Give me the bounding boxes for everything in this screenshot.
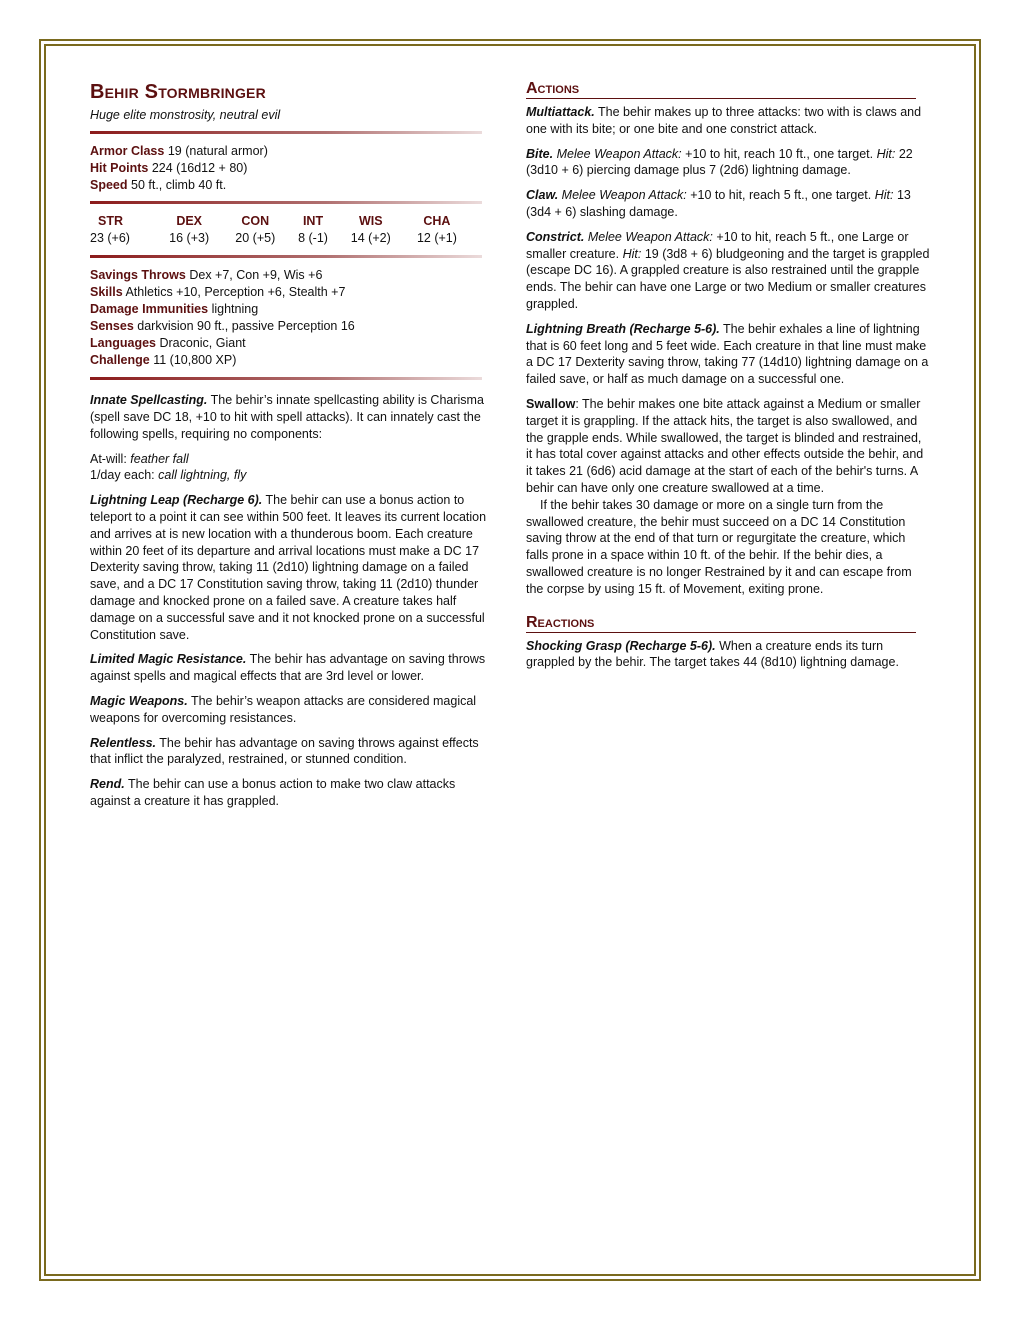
action-text: If the behir takes 30 damage or more on a single turn from the swallowed creature, the behir must succeed on a DC 14 Constitution saving throw at the end of that turn or regurgitate the creature, which falls prone in a space within 10 ft. of the behir. If the behir dies, a swallowed creature is no longer Restrained by it and can escape from the corpse by using 15 ft. of Movement, exiting prone. [526, 497, 912, 596]
action-text: The behir makes up to three attacks: two with is claws and one with its bite; or one bite and one constrict attack. [526, 105, 922, 136]
ability-header: STR [98, 214, 123, 229]
ability-values-row [90, 230, 470, 247]
action-bite [526, 146, 931, 180]
senses-label: Senses [90, 318, 134, 333]
ability-value: 16 (+3) [169, 231, 210, 246]
trait-text: The behir’s weapon attacks are considered magical weapons for overcoming resistances. [90, 693, 477, 725]
trait-name: Innate Spellcasting. [90, 393, 208, 408]
languages-value: Draconic, Giant [159, 335, 246, 350]
senses-value: darkvision 90 ft., passive Perception 16 [137, 318, 355, 333]
hit-points-value: 224 (16d12 + 80) [151, 160, 248, 175]
action-name: Multiattack. [526, 105, 595, 119]
ability-value: 8 (-1) [298, 231, 328, 246]
action-text: +10 to hit, reach 5 ft., one Large or smaller creature. [526, 229, 909, 261]
spell-frequency-label: 1/day each: [90, 468, 155, 483]
trait-name: Relentless. [90, 735, 157, 750]
action-text: +10 to hit, reach 5 ft., one target. [690, 188, 872, 203]
attack-kind: Melee Weapon Attack: [561, 188, 687, 203]
action-name: Swallow [526, 396, 576, 411]
action-text: The behir exhales a line of lightning that is 60 feet long and 5 feet wide. Each creature in that line must make a DC 17 Dexterity saving throw, taking 77 (14d10) lightning damage on a failed save, or half as much damage on a successful one. [526, 321, 929, 387]
spacer [526, 606, 931, 614]
ability-header: WIS [358, 214, 383, 229]
trait-name: Rend. [90, 777, 125, 792]
spell-list-daily [90, 467, 495, 484]
trait-innate-spellcasting [90, 392, 495, 442]
attack-kind: Melee Weapon Attack: [556, 146, 682, 161]
hit-points-label: Hit Points [90, 160, 149, 175]
hit-points [90, 160, 495, 177]
action-lightning-breath [526, 321, 931, 388]
hit-label: Hit: [874, 188, 894, 203]
action-text: : The behir makes one bite attack against a Medium or smaller target it is grappling. If the attack hits, the target is also swallowed, and the grapple ends. While swallowed, the target is blinded and restrained, it has total cover against attacks and other effects outside the behir, and it takes 21 (6d6) acid damage at the start of each of the behir's turns. A behir can have only one creature swallowed at a time. [526, 396, 924, 495]
trait-text: The behir’s innate spellcasting ability is Charisma (spell save DC 18, +10 to hit with spell attacks). It can innately cast the following spells, requiring no components: [90, 393, 484, 441]
trait-lightning-leap [90, 492, 495, 643]
action-swallow-continued [526, 497, 931, 598]
challenge-label: Challenge [90, 353, 150, 368]
action-name: Claw. [526, 188, 559, 203]
ability-header: INT [302, 214, 324, 229]
skills-label: Skills [90, 285, 123, 300]
actions-heading: Actions [526, 80, 916, 99]
action-text: +10 to hit, reach 10 ft., one target. [685, 146, 874, 161]
divider [90, 131, 482, 134]
damage-immunities [90, 301, 495, 318]
ability-header: CHA [423, 214, 451, 229]
divider [90, 255, 482, 258]
trait-text: The behir can use a bonus action to make two claw attacks against a creature it has grappled. [90, 777, 456, 808]
trait-name: Lightning Leap (Recharge 6). [90, 493, 263, 508]
armor-class-value: 19 (natural armor) [167, 144, 268, 158]
trait-rend [90, 776, 495, 810]
languages-label: Languages [90, 335, 156, 350]
armor-class [90, 143, 495, 160]
trait-magic-weapons [90, 693, 495, 727]
languages [90, 335, 495, 352]
action-name: Lightning Breath (Recharge 5-6). [526, 321, 720, 336]
ability-value: 14 (+2) [350, 231, 391, 246]
ability-value: 20 (+5) [235, 231, 276, 246]
spell-names: feather fall [130, 451, 189, 466]
hit-text: 13 (3d4 + 6) slashing damage. [526, 188, 911, 219]
hit-text: 22 (3d10 + 6) piercing damage plus 7 (2d6) lightning damage. [526, 146, 913, 178]
divider [90, 201, 482, 204]
challenge [90, 352, 495, 369]
action-name: Bite. [526, 146, 554, 161]
right-column [526, 80, 931, 679]
trait-text: The behir has advantage on saving throws against effects that inflict the paralyzed, restrained, or stunned condition. [90, 735, 479, 767]
hit-label: Hit: [876, 146, 896, 161]
monster-name: Behir Stormbringer [90, 81, 266, 103]
speed [90, 177, 495, 194]
ability-header: DEX [176, 214, 203, 229]
trait-limited-magic-resistance [90, 651, 495, 685]
challenge-value: 11 (10,800 XP) [153, 353, 237, 368]
reaction-shocking-grasp [526, 638, 931, 672]
ability-headers-row [90, 213, 470, 230]
skills-value: Athletics +10, Perception +6, Stealth +7 [125, 285, 346, 300]
action-constrict [526, 229, 931, 313]
spell-frequency-label: At-will: [90, 451, 127, 466]
trait-text: The behir has advantage on saving throws against spells and magical effects that are 3rd level or lower. [90, 652, 486, 684]
senses [90, 318, 495, 335]
armor-class-label: Armor Class [90, 144, 165, 158]
saving-throws-value: Dex +7, Con +9, Wis +6 [189, 268, 323, 283]
action-swallow [526, 396, 931, 497]
ability-value: 12 (+1) [416, 231, 457, 246]
hit-label: Hit: [622, 246, 642, 261]
trait-text: The behir can use a bonus action to teleport to a point it can see within 500 feet. It leaves its current location and arrives at is new location with a thunderous boom. Each creature within 20 feet of its departure and arrival locations must make a DC 17 Dexterity saving throw, taking 11 (2d10) lightning damage on a failed save, and a DC 17 Constitution saving throw, taking 11 (2d10) thunder damage and knocked prone on a failed save. A creature takes half damage on a successful save and it not knocked prone on a successful Constitution save. [90, 493, 487, 642]
ability-scores-table [90, 213, 470, 247]
speed-value: 50 ft., climb 40 ft. [131, 177, 227, 192]
trait-relentless [90, 735, 495, 769]
saving-throws [90, 267, 495, 284]
saving-throws-label: Savings Throws [90, 268, 186, 283]
left-column [90, 80, 495, 818]
trait-name: Magic Weapons. [90, 693, 188, 708]
spell-names: call lightning, fly [158, 468, 247, 483]
reaction-text: When a creature ends its turn grappled by the behir. The target takes 44 (8d10) lightning damage. [526, 638, 899, 670]
action-claw [526, 187, 931, 221]
reaction-name: Shocking Grasp (Recharge 5-6). [526, 638, 716, 653]
trait-name: Limited Magic Resistance. [90, 652, 247, 667]
action-multiattack [526, 104, 931, 138]
monster-type: Huge elite monstrosity, neutral evil [90, 108, 281, 122]
damage-immunities-value: lightning [211, 301, 259, 316]
action-name: Constrict. [526, 229, 585, 244]
ability-value: 23 (+6) [90, 231, 130, 246]
spell-list-atwill [90, 451, 495, 468]
ability-header: CON [241, 214, 270, 229]
reactions-heading: Reactions [526, 614, 916, 633]
skills [90, 284, 495, 301]
divider [90, 377, 482, 380]
hit-text: 19 (3d8 + 6) bludgeoning and the target is grappled (escape DC 16). A grappled creature is also restrained until the grapple ends. The behir can have one Large or two Medium or smaller creatures grappled. [526, 246, 930, 311]
damage-immunities-label: Damage Immunities [90, 301, 209, 316]
attack-kind: Melee Weapon Attack: [587, 229, 713, 244]
speed-label: Speed [90, 177, 128, 192]
